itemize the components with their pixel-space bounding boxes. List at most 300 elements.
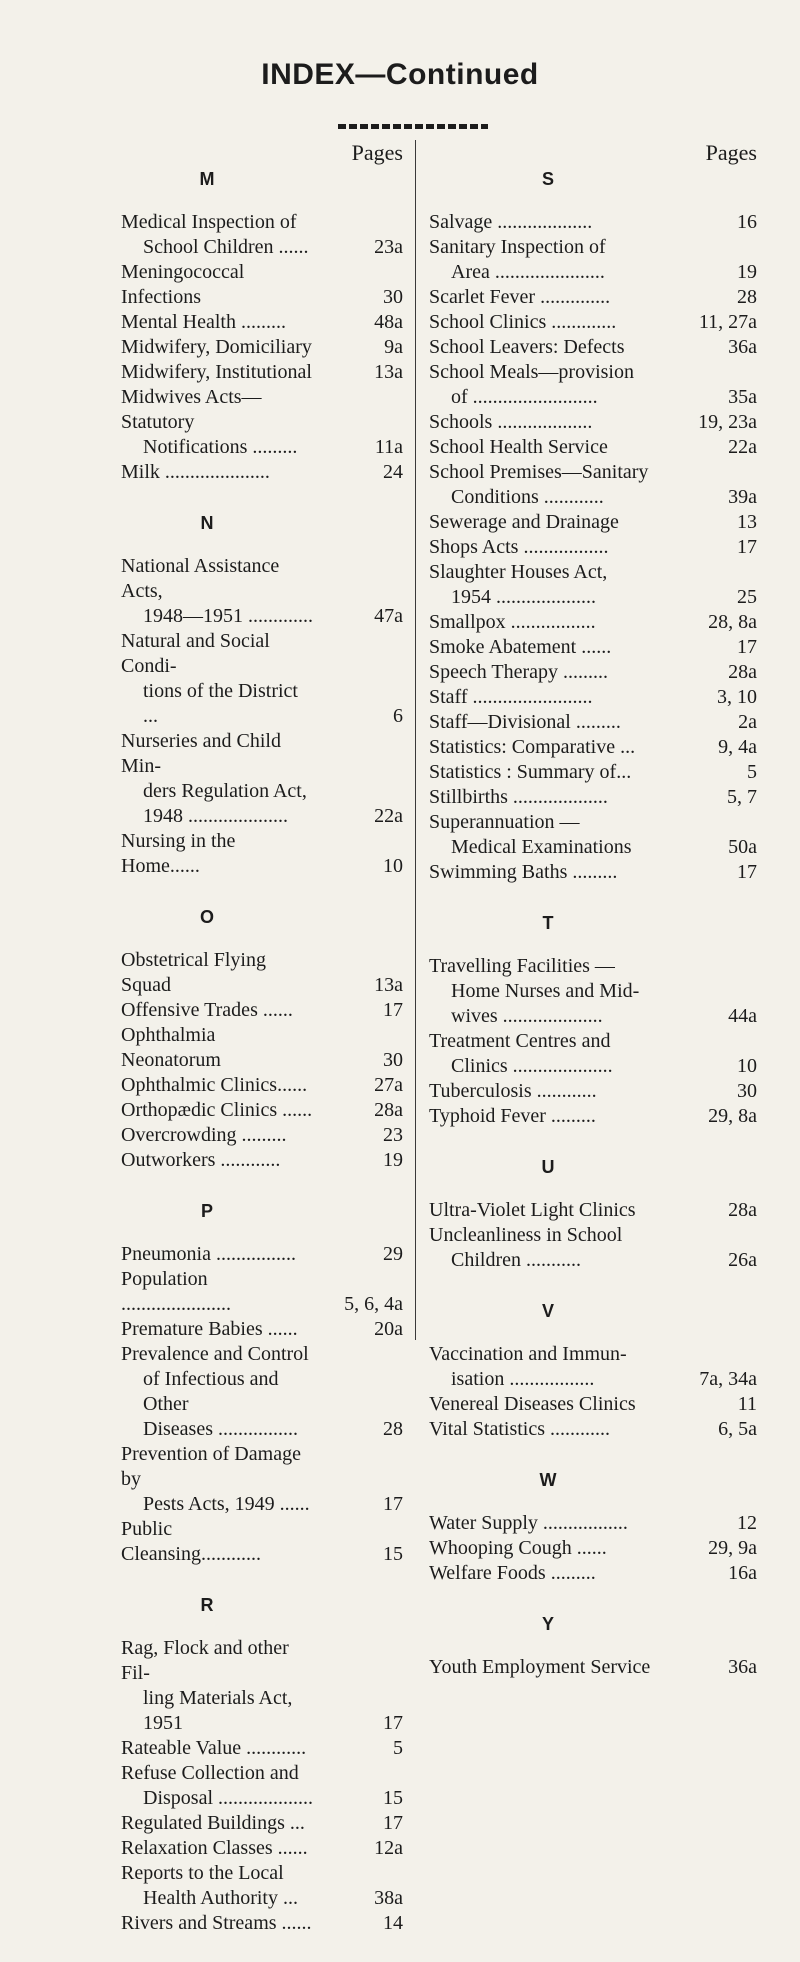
index-entry [121, 1911, 403, 1936]
index-entry [121, 554, 403, 629]
left-column [121, 140, 403, 1962]
entry-line: Nurseries and Child Min- [121, 730, 281, 777]
entry-pages: 47a [374, 605, 403, 627]
section-letter: V [541, 1301, 554, 1321]
index-section-u [429, 1155, 757, 1273]
section-letter: W [539, 1470, 557, 1490]
entry-pages: 11a [374, 436, 403, 458]
entry-pages: 19 [383, 1149, 403, 1171]
index-entry [121, 1342, 403, 1442]
entry-pages: 19, 23a [698, 411, 757, 433]
entry-text [429, 760, 665, 785]
entry-line: Conditions ............ [451, 486, 604, 508]
entry-line: Ultra-Violet Light Clinics [429, 1199, 636, 1221]
page-title: INDEX—Continued [261, 58, 539, 91]
entry-line: Children ........... [451, 1249, 581, 1271]
entry-text [429, 954, 665, 1029]
entry-pages: 30 [383, 1049, 403, 1071]
entry-pages: 5 [393, 1737, 403, 1759]
entry-text [429, 1198, 665, 1223]
entry-text [429, 735, 665, 760]
entry-text [429, 710, 665, 735]
entry-line: 1954 .................... [451, 586, 596, 608]
entry-text [429, 1223, 665, 1273]
index-entry [121, 335, 403, 360]
entry-pages: 10 [383, 855, 403, 877]
index-entry [429, 954, 757, 1029]
entry-text [121, 1836, 313, 1861]
entry-text [429, 635, 665, 660]
entry-line: Milk ..................... [121, 461, 270, 483]
entry-text [121, 1123, 313, 1148]
section-letter: U [541, 1157, 555, 1177]
index-entry [429, 1198, 757, 1223]
entry-pages: 23 [383, 1124, 403, 1146]
entry-pages: 28 [737, 286, 757, 308]
index-entry [429, 1561, 757, 1586]
entry-pages: 14 [383, 1912, 403, 1934]
entry-text [121, 1736, 313, 1761]
index-section-w [429, 1468, 757, 1586]
entry-text [429, 310, 665, 335]
entry-line: Reports to the Local [121, 1862, 284, 1884]
entry-text [121, 310, 313, 335]
index-entry [429, 860, 757, 885]
entry-line: Rivers and Streams ...... [121, 1912, 312, 1934]
entry-pages: 30 [383, 286, 403, 308]
entry-text [121, 260, 313, 310]
index-entry [121, 1442, 403, 1517]
entry-line: Shops Acts ................. [429, 536, 609, 558]
index-entry [121, 1761, 403, 1811]
entry-pages: 13 [737, 511, 757, 533]
entry-line: Stillbirths ................... [429, 786, 608, 808]
entry-line: Ophthalmic Clinics...... [121, 1074, 308, 1096]
index-entry [429, 1223, 757, 1273]
entry-pages: 25 [737, 586, 757, 608]
entry-pages: 28a [728, 661, 757, 683]
index-entry [121, 460, 403, 485]
index-entry [429, 610, 757, 635]
index-entry [121, 360, 403, 385]
entry-pages: 50a [728, 836, 757, 858]
entry-text [121, 1861, 313, 1911]
index-entry [429, 735, 757, 760]
index-entry [121, 1636, 403, 1736]
entry-pages: 11 [737, 1393, 757, 1415]
entry-pages: 28a [728, 1199, 757, 1221]
index-section-n [121, 511, 403, 879]
entry-pages: 28 [383, 1418, 403, 1440]
column-divider [415, 140, 416, 1340]
entry-text [429, 535, 665, 560]
entry-pages: 16a [728, 1562, 757, 1584]
index-entry [429, 310, 757, 335]
entry-pages: 36a [728, 1656, 757, 1678]
section-letter: M [199, 169, 215, 189]
entry-line: Smoke Abatement ...... [429, 636, 612, 658]
entry-text [121, 360, 313, 385]
index-entry [429, 685, 757, 710]
entry-pages: 17 [383, 1712, 403, 1734]
index-section-v [429, 1299, 757, 1442]
entry-text [429, 560, 665, 610]
index-entry [121, 260, 403, 310]
index-entry [121, 1517, 403, 1567]
entry-text [121, 1636, 313, 1736]
section-letter: R [200, 1595, 214, 1615]
entry-line: 1948—1951 ............. [143, 605, 313, 627]
entry-pages: 9, 4a [718, 736, 757, 758]
entry-line: of ......................... [451, 386, 598, 408]
entry-line: Whooping Cough ...... [429, 1537, 607, 1559]
entry-pages: 13a [374, 974, 403, 996]
entry-line: tions of the District ... [143, 680, 298, 727]
entry-line: ders Regulation Act, [143, 780, 307, 802]
entry-pages: 28, 8a [708, 611, 757, 633]
entry-pages: 3, 10 [717, 686, 757, 708]
entry-line: Water Supply ................. [429, 1512, 628, 1534]
entry-pages: 11, 27a [698, 311, 757, 333]
index-entry [121, 1242, 403, 1267]
entry-text [429, 210, 665, 235]
entry-text [121, 385, 313, 460]
entry-line: ling Materials Act, 1951 [143, 1687, 293, 1734]
entry-pages: 5 [747, 761, 757, 783]
entry-line: Prevention of Damage by [121, 1443, 301, 1490]
index-entry [429, 635, 757, 660]
entry-text [429, 1561, 665, 1586]
entry-line: Scarlet Fever .............. [429, 286, 611, 308]
index-entry [429, 235, 757, 285]
entry-line: Speech Therapy ......... [429, 661, 609, 683]
entry-line: Typhoid Fever ......... [429, 1105, 596, 1127]
entry-pages: 20a [374, 1318, 403, 1340]
entry-line: Statistics : Summary of... [429, 761, 632, 783]
entry-pages: 26a [728, 1249, 757, 1271]
entry-text [429, 460, 665, 510]
entry-text [121, 1242, 313, 1267]
index-entry [429, 1655, 757, 1680]
entry-line: Clinics .................... [451, 1055, 613, 1077]
index-entry [121, 1811, 403, 1836]
index-entry [429, 1342, 757, 1392]
entry-pages: 10 [737, 1055, 757, 1077]
entry-pages: 48a [374, 311, 403, 333]
index-entry [429, 810, 757, 860]
index-entry [121, 1267, 403, 1317]
entry-line: Overcrowding ......... [121, 1124, 287, 1146]
section-letter: P [200, 1201, 213, 1221]
entry-line: Public Cleansing............ [121, 1518, 261, 1565]
entry-line: School Clinics ............. [429, 311, 617, 333]
entry-line: Prevalence and Control [121, 1343, 309, 1365]
index-entry [121, 1073, 403, 1098]
index-entry [429, 1104, 757, 1129]
entry-text [121, 1317, 313, 1342]
entry-line: Relaxation Classes ...... [121, 1837, 308, 1859]
entry-line: Meningococcal Infections [121, 261, 245, 308]
entry-text [121, 1267, 313, 1317]
entry-line: Treatment Centres and [429, 1030, 611, 1052]
entry-line: Sanitary Inspection of [429, 236, 606, 258]
index-entry [121, 629, 403, 729]
index-entry [429, 785, 757, 810]
entry-text [429, 1417, 665, 1442]
entry-text [429, 1079, 665, 1104]
index-entry [121, 385, 403, 460]
entry-line: Ophthalmia Neonatorum [121, 1024, 221, 1071]
entry-line: Pneumonia ................ [121, 1243, 296, 1265]
entry-line: Diseases ................ [143, 1418, 298, 1440]
entry-text [121, 629, 313, 729]
index-entry [429, 710, 757, 735]
entry-text [429, 860, 665, 885]
entry-pages: 29 [383, 1243, 403, 1265]
entry-pages: 2a [738, 711, 757, 733]
entry-text [429, 285, 665, 310]
index-section-y [429, 1612, 757, 1680]
entry-line: Slaughter Houses Act, [429, 561, 608, 583]
entry-pages: 24 [383, 461, 403, 483]
entry-line: Medical Inspection of [121, 211, 297, 233]
entry-text [429, 685, 665, 710]
index-entry [121, 1098, 403, 1123]
entry-line: Obstetrical Flying Squad [121, 949, 266, 996]
entry-text [121, 1073, 313, 1098]
index-entry [429, 1536, 757, 1561]
entry-line: Offensive Trades ...... [121, 999, 293, 1021]
entry-pages: 29, 8a [708, 1105, 757, 1127]
section-letter: O [199, 907, 214, 927]
entry-pages: 12 [737, 1512, 757, 1534]
entry-line: Vital Statistics ............ [429, 1418, 611, 1440]
entry-line: Superannuation — [429, 811, 580, 833]
entry-pages: 15 [383, 1787, 403, 1809]
index-entry [429, 535, 757, 560]
entry-pages: 5, 6, 4a [344, 1293, 403, 1315]
entry-text [429, 660, 665, 685]
entry-text [429, 1655, 665, 1680]
entry-text [121, 1023, 313, 1073]
entry-pages: 17 [737, 861, 757, 883]
index-entry [429, 285, 757, 310]
index-entry [121, 1861, 403, 1911]
title-underline [338, 124, 488, 129]
entry-pages: 6 [393, 705, 403, 727]
entry-line: National Assistance Acts, [121, 555, 280, 602]
entry-line: Pests Acts, 1949 ...... [143, 1493, 310, 1515]
entry-line: Smallpox ................. [429, 611, 596, 633]
index-entry [429, 1029, 757, 1079]
index-section-s [429, 167, 757, 885]
entry-line: School Premises—Sanitary [429, 461, 649, 483]
entry-pages: 17 [383, 999, 403, 1021]
entry-line: Outworkers ............ [121, 1149, 281, 1171]
entry-line: of Infectious and Other [143, 1368, 279, 1415]
entry-line: Regulated Buildings ... [121, 1812, 305, 1834]
entry-pages: 5, 7 [727, 786, 757, 808]
index-entry [429, 760, 757, 785]
index-entry [121, 1148, 403, 1173]
entry-line: Home Nurses and Mid- [451, 980, 640, 1002]
entry-line: Uncleanliness in School [429, 1224, 623, 1246]
entry-pages: 16 [737, 211, 757, 233]
entry-line: Nursing in the Home...... [121, 830, 236, 877]
entry-text [121, 1342, 313, 1442]
entry-text [429, 1392, 665, 1417]
index-entry [121, 998, 403, 1023]
entry-text [429, 335, 665, 360]
entry-line: 1948 .................... [143, 805, 288, 827]
entry-text [121, 1517, 313, 1567]
entry-pages: 22a [374, 805, 403, 827]
index-entry [429, 1511, 757, 1536]
index-entry [121, 1123, 403, 1148]
entry-line: Schools ................... [429, 411, 593, 433]
entry-text [429, 810, 665, 860]
pages-header-right: Pages [705, 140, 757, 165]
entry-pages: 6, 5a [718, 1418, 757, 1440]
entry-line: Refuse Collection and [121, 1762, 299, 1784]
index-entry [121, 1736, 403, 1761]
entry-text [121, 335, 313, 360]
right-sections [429, 167, 757, 1680]
index-section-p [121, 1199, 403, 1567]
pages-header-left: Pages [351, 140, 403, 165]
entry-line: Midwives Acts—Statutory [121, 386, 262, 433]
section-letter: S [541, 169, 554, 189]
entry-line: Sewerage and Drainage [429, 511, 619, 533]
entry-pages: 28a [374, 1099, 403, 1121]
section-letter: N [200, 513, 214, 533]
entry-text [429, 610, 665, 635]
entry-pages: 9a [384, 336, 403, 358]
index-entry [121, 210, 403, 260]
entry-line: School Meals—provision [429, 361, 634, 383]
index-entry [121, 1836, 403, 1861]
entry-line: Midwifery, Institutional [121, 361, 312, 383]
index-entry [429, 360, 757, 410]
entry-line: School Children ...... [143, 236, 309, 258]
index-entry [429, 410, 757, 435]
index-entry [121, 829, 403, 879]
entry-line: wives .................... [451, 1005, 603, 1027]
right-column [429, 140, 757, 1706]
entry-line: Rag, Flock and other Fil- [121, 1637, 289, 1684]
entry-line: Vaccination and Immun- [429, 1343, 627, 1365]
entry-pages: 13a [374, 361, 403, 383]
entry-text [121, 210, 313, 260]
entry-pages: 29, 9a [708, 1537, 757, 1559]
entry-line: Natural and Social Condi- [121, 630, 270, 677]
entry-line: Travelling Facilities — [429, 955, 615, 977]
index-entry [429, 560, 757, 610]
index-entry [429, 460, 757, 510]
index-entry [429, 1079, 757, 1104]
entry-text [429, 510, 665, 535]
entry-line: School Health Service [429, 436, 608, 458]
entry-line: Population ...................... [121, 1268, 231, 1315]
entry-text [429, 1511, 665, 1536]
index-entry [429, 1417, 757, 1442]
entry-line: Statistics: Comparative ... [429, 736, 636, 758]
index-entry [429, 510, 757, 535]
section-letter: T [542, 913, 554, 933]
entry-text [429, 1029, 665, 1079]
index-entry [121, 729, 403, 829]
entry-text [429, 785, 665, 810]
index-entry [429, 435, 757, 460]
entry-text [121, 729, 313, 829]
entry-line: School Leavers: Defects [429, 336, 625, 358]
entry-text [121, 1098, 313, 1123]
entry-line: Rateable Value ............ [121, 1737, 307, 1759]
entry-line: Notifications ......... [143, 436, 298, 458]
section-letter: Y [541, 1614, 554, 1634]
entry-text [429, 360, 665, 410]
entry-pages: 39a [728, 486, 757, 508]
entry-text [121, 1761, 313, 1811]
entry-pages: 22a [728, 436, 757, 458]
entry-text [429, 1342, 665, 1392]
entry-line: Midwifery, Domiciliary [121, 336, 312, 358]
entry-text [121, 1148, 313, 1173]
entry-pages: 38a [374, 1887, 403, 1909]
entry-line: Salvage ................... [429, 211, 593, 233]
index-section-t [429, 911, 757, 1129]
index-section-o [121, 905, 403, 1173]
entry-text [121, 460, 313, 485]
index-entry [429, 1392, 757, 1417]
entry-text [429, 410, 665, 435]
entry-pages: 23a [374, 236, 403, 258]
entry-pages: 17 [383, 1493, 403, 1515]
entry-text [429, 1536, 665, 1561]
entry-pages: 36a [728, 336, 757, 358]
entry-line: Area ...................... [451, 261, 605, 283]
entry-text [429, 235, 665, 285]
entry-pages: 12a [374, 1837, 403, 1859]
entry-line: Orthopædic Clinics ...... [121, 1099, 313, 1121]
entry-line: Venereal Diseases Clinics [429, 1393, 636, 1415]
entry-text [121, 1442, 313, 1517]
entry-text [429, 1104, 665, 1129]
entry-line: Staff—Divisional ......... [429, 711, 621, 733]
entry-pages: 15 [383, 1543, 403, 1565]
entry-line: Disposal ................... [143, 1787, 313, 1809]
entry-pages: 17 [383, 1812, 403, 1834]
entry-line: Premature Babies ...... [121, 1318, 298, 1340]
entry-line: Tuberculosis ............ [429, 1080, 597, 1102]
entry-pages: 27a [374, 1074, 403, 1096]
entry-line: isation ................. [451, 1368, 595, 1390]
entry-text [121, 1811, 313, 1836]
index-entry [121, 1317, 403, 1342]
index-entry [121, 310, 403, 335]
index-entry [121, 1023, 403, 1073]
entry-pages: 7a, 34a [699, 1368, 757, 1390]
entry-pages: 19 [737, 261, 757, 283]
entry-pages: 30 [737, 1080, 757, 1102]
entry-line: Medical Examinations [451, 836, 632, 858]
entry-text [429, 435, 665, 460]
entry-line: Swimming Baths ......... [429, 861, 618, 883]
entry-text [121, 829, 313, 879]
entry-pages: 44a [728, 1005, 757, 1027]
index-entry [429, 210, 757, 235]
entry-line: Welfare Foods ......... [429, 1562, 596, 1584]
